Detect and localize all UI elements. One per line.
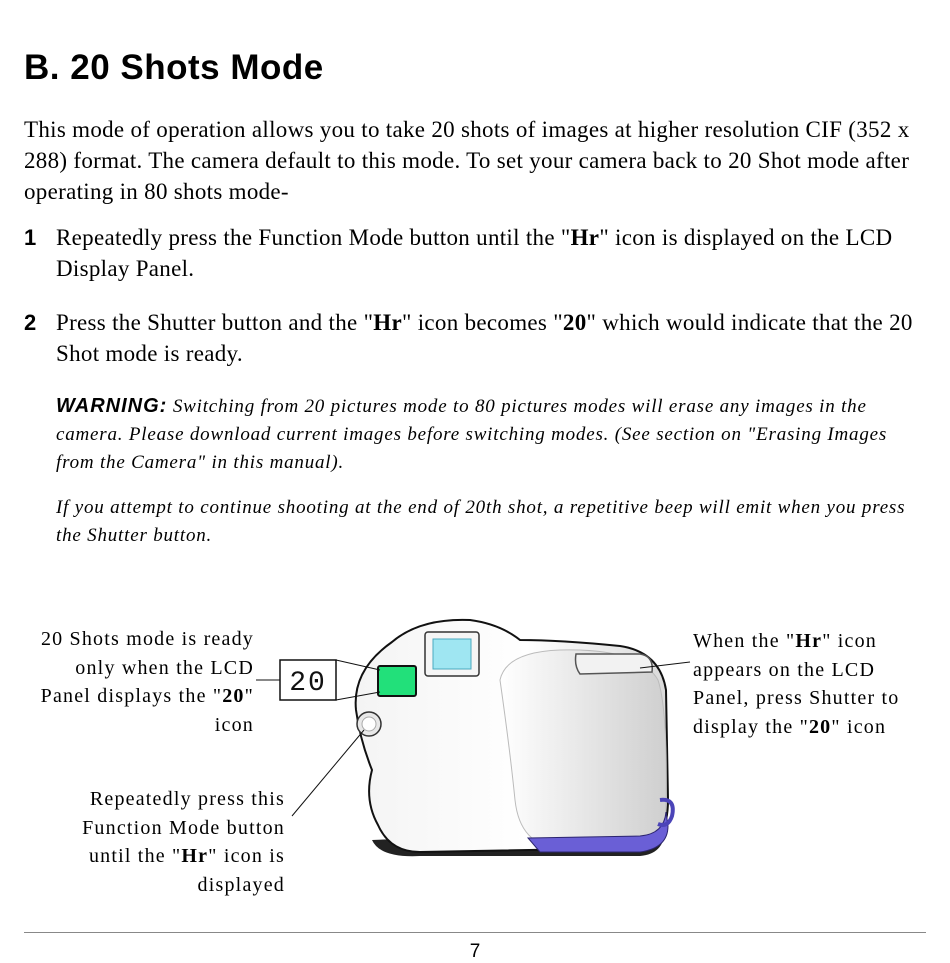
step-2 — [24, 307, 929, 369]
page-number: 7 — [469, 941, 481, 962]
footer-divider — [24, 932, 926, 933]
warning-text: Switching from 20 pictures mode to 80 pictures modes will erase any images in the camera. Please download current images before switching modes. (See section on "Erasing Images from the Camera" in this manual). — [56, 396, 888, 473]
twenty-icon-label: 20 — [562, 310, 587, 335]
intro-paragraph: This mode of operation allows you to take 20 shots of images at higher resolution CIF (352 x 288) format. The camera default to this mode. To set your camera back to 20 Shot mode after operating in 80 shots mode- — [24, 117, 910, 204]
callout-lcd-20: 20 Shots mode is ready only when the LCD Panel displays the "20" icon — [40, 628, 254, 736]
page-title: B. 20 Shots Mode — [24, 48, 324, 87]
lcd-panel — [378, 666, 416, 696]
warning-label: WARNING: — [56, 395, 168, 417]
beep-note: If you attempt to continue shooting at the end of 20th shot, a repetitive beep will emit when you press the Shutter button. — [56, 497, 906, 546]
callout-function-button: Repeatedly press this Function Mode button until the "Hr" icon is displayed — [82, 788, 285, 896]
step-text: Repeatedly press the Function Mode button until the "Hr" icon is displayed on the LCD Display Panel. — [56, 225, 893, 281]
function-mode-button-center — [362, 717, 376, 731]
step-1 — [24, 222, 929, 284]
hr-icon-label: Hr — [373, 310, 402, 335]
hr-icon-label: Hr — [570, 225, 600, 250]
callout-shutter: When the "Hr" icon appears on the LCD Panel, press Shutter to display the "20" icon — [693, 630, 900, 738]
shutter-button — [576, 654, 653, 674]
warning-note — [56, 392, 926, 477]
leader-function-button — [292, 730, 364, 816]
camera-grip — [500, 650, 666, 848]
step-text: Press the Shutter button and the "Hr" icon becomes "20" which would indicate that the 20 Shot mode is ready. — [56, 310, 913, 366]
lcd-readout-text: 20 — [289, 668, 327, 699]
step-number: 1 — [24, 225, 37, 250]
viewfinder-window — [433, 639, 471, 669]
step-number: 2 — [24, 310, 37, 335]
